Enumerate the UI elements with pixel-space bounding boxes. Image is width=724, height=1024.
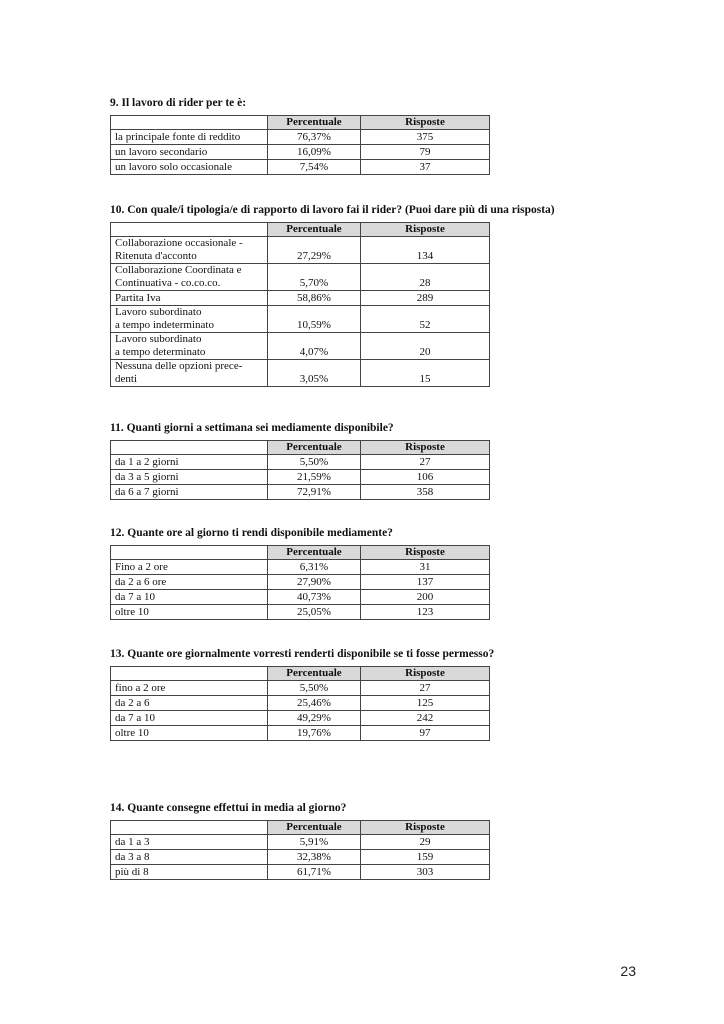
table-row xyxy=(111,711,490,726)
row-percentuale: 58,86% xyxy=(268,291,361,306)
row-label-line: Collaborazione occasionale - xyxy=(115,237,243,249)
row-label: da 2 a 6 ore xyxy=(111,575,268,590)
row-label xyxy=(111,360,268,387)
table-row xyxy=(111,605,490,620)
row-label xyxy=(111,306,268,333)
header-blank xyxy=(111,821,268,835)
question-11-table xyxy=(110,440,490,500)
row-percentuale: 27,29% xyxy=(268,237,361,264)
row-risposte: 137 xyxy=(361,575,490,590)
row-risposte: 303 xyxy=(361,865,490,880)
header-blank xyxy=(111,441,268,455)
table-row xyxy=(111,360,490,387)
row-label-line: a tempo determinato xyxy=(115,346,206,358)
row-risposte: 52 xyxy=(361,306,490,333)
question-13-title: 13. Quante ore giornalmente vorresti renderti disponibile se ti fosse permesso? xyxy=(110,648,495,660)
row-label: da 2 a 6 xyxy=(111,696,268,711)
header-percentuale: Percentuale xyxy=(268,441,361,455)
row-label xyxy=(111,237,268,264)
question-10-title: 10. Con quale/i tipologia/e di rapporto di lavoro fai il rider? (Puoi dare più di una risposta) xyxy=(110,204,555,216)
table-row xyxy=(111,291,490,306)
row-risposte: 79 xyxy=(361,145,490,160)
row-risposte: 242 xyxy=(361,711,490,726)
row-percentuale: 5,50% xyxy=(268,681,361,696)
header-percentuale: Percentuale xyxy=(268,116,361,130)
row-percentuale: 61,71% xyxy=(268,865,361,880)
row-label xyxy=(111,264,268,291)
row-risposte: 31 xyxy=(361,560,490,575)
header-percentuale: Percentuale xyxy=(268,546,361,560)
row-label: più di 8 xyxy=(111,865,268,880)
row-label: da 3 a 8 xyxy=(111,850,268,865)
table-row xyxy=(111,560,490,575)
question-9-table xyxy=(110,115,490,175)
table-row xyxy=(111,264,490,291)
header-risposte: Risposte xyxy=(361,223,490,237)
row-label-line: denti xyxy=(115,373,137,385)
row-label-line: Nessuna delle opzioni prece- xyxy=(115,360,243,372)
question-11-title: 11. Quanti giorni a settimana sei mediamente disponibile? xyxy=(110,422,394,434)
row-risposte: 29 xyxy=(361,835,490,850)
question-9-title: 9. Il lavoro di rider per te è: xyxy=(110,97,247,109)
row-percentuale: 40,73% xyxy=(268,590,361,605)
row-label-line: Partita Iva xyxy=(115,292,161,304)
row-label: un lavoro solo occasionale xyxy=(111,160,268,175)
row-label: un lavoro secondario xyxy=(111,145,268,160)
question-10-section xyxy=(110,203,555,387)
row-risposte: 375 xyxy=(361,130,490,145)
row-label: da 6 a 7 giorni xyxy=(111,485,268,500)
header-risposte: Risposte xyxy=(361,546,490,560)
table-row xyxy=(111,130,490,145)
question-14-table xyxy=(110,820,490,880)
row-percentuale: 5,50% xyxy=(268,455,361,470)
table-row xyxy=(111,865,490,880)
row-risposte: 27 xyxy=(361,455,490,470)
table-row xyxy=(111,485,490,500)
table-row xyxy=(111,696,490,711)
row-label: da 7 a 10 xyxy=(111,590,268,605)
question-13-table xyxy=(110,666,490,741)
row-label-line: a tempo indeterminato xyxy=(115,319,214,331)
row-risposte: 15 xyxy=(361,360,490,387)
row-percentuale: 25,46% xyxy=(268,696,361,711)
row-label: da 1 a 3 xyxy=(111,835,268,850)
row-risposte: 134 xyxy=(361,237,490,264)
row-percentuale: 21,59% xyxy=(268,470,361,485)
row-risposte: 125 xyxy=(361,696,490,711)
row-risposte: 289 xyxy=(361,291,490,306)
question-10-table xyxy=(110,222,490,387)
row-risposte: 28 xyxy=(361,264,490,291)
row-percentuale: 32,38% xyxy=(268,850,361,865)
table-row xyxy=(111,726,490,741)
header-risposte: Risposte xyxy=(361,116,490,130)
row-label-line: Ritenuta d'acconto xyxy=(115,250,197,262)
table-row xyxy=(111,470,490,485)
row-label: oltre 10 xyxy=(111,605,268,620)
table-header-row xyxy=(111,546,490,560)
row-label xyxy=(111,333,268,360)
table-row xyxy=(111,835,490,850)
table-row xyxy=(111,575,490,590)
row-risposte: 123 xyxy=(361,605,490,620)
row-label: da 7 a 10 xyxy=(111,711,268,726)
row-risposte: 37 xyxy=(361,160,490,175)
row-percentuale: 7,54% xyxy=(268,160,361,175)
header-risposte: Risposte xyxy=(361,821,490,835)
table-header-row xyxy=(111,223,490,237)
row-label: la principale fonte di reddito xyxy=(111,130,268,145)
question-14-section xyxy=(110,801,490,880)
header-risposte: Risposte xyxy=(361,667,490,681)
row-label-line: Lavoro subordinato xyxy=(115,333,202,345)
row-label: fino a 2 ore xyxy=(111,681,268,696)
row-label-line: Continuativa - co.co.co. xyxy=(115,277,221,289)
table-header-row xyxy=(111,821,490,835)
header-percentuale: Percentuale xyxy=(268,223,361,237)
row-risposte: 200 xyxy=(361,590,490,605)
row-risposte: 97 xyxy=(361,726,490,741)
table-row xyxy=(111,306,490,333)
table-row xyxy=(111,237,490,264)
row-label: oltre 10 xyxy=(111,726,268,741)
row-label: Fino a 2 ore xyxy=(111,560,268,575)
header-blank xyxy=(111,116,268,130)
question-14-title: 14. Quante consegne effettui in media al giorno? xyxy=(110,802,347,814)
row-percentuale: 5,91% xyxy=(268,835,361,850)
row-percentuale: 5,70% xyxy=(268,264,361,291)
row-percentuale: 19,76% xyxy=(268,726,361,741)
table-row xyxy=(111,160,490,175)
row-percentuale: 25,05% xyxy=(268,605,361,620)
row-label: da 3 a 5 giorni xyxy=(111,470,268,485)
table-row xyxy=(111,333,490,360)
row-percentuale: 10,59% xyxy=(268,306,361,333)
row-label: da 1 a 2 giorni xyxy=(111,455,268,470)
row-percentuale: 76,37% xyxy=(268,130,361,145)
header-percentuale: Percentuale xyxy=(268,821,361,835)
header-blank xyxy=(111,546,268,560)
row-risposte: 27 xyxy=(361,681,490,696)
row-percentuale: 3,05% xyxy=(268,360,361,387)
header-blank xyxy=(111,667,268,681)
header-risposte: Risposte xyxy=(361,441,490,455)
table-row xyxy=(111,590,490,605)
row-percentuale: 27,90% xyxy=(268,575,361,590)
header-percentuale: Percentuale xyxy=(268,667,361,681)
table-row xyxy=(111,850,490,865)
question-13-section xyxy=(110,647,494,741)
header-blank xyxy=(111,223,268,237)
row-risposte: 358 xyxy=(361,485,490,500)
question-12-section xyxy=(110,526,490,620)
row-risposte: 106 xyxy=(361,470,490,485)
table-row xyxy=(111,145,490,160)
row-label xyxy=(111,291,268,306)
row-risposte: 20 xyxy=(361,333,490,360)
question-11-section xyxy=(110,421,490,500)
table-row xyxy=(111,455,490,470)
row-label-line: Collaborazione Coordinata e xyxy=(115,264,242,276)
row-risposte: 159 xyxy=(361,850,490,865)
row-percentuale: 49,29% xyxy=(268,711,361,726)
question-12-table xyxy=(110,545,490,620)
table-header-row xyxy=(111,441,490,455)
row-percentuale: 72,91% xyxy=(268,485,361,500)
page-number: 23 xyxy=(620,963,636,979)
table-header-row xyxy=(111,116,490,130)
row-percentuale: 16,09% xyxy=(268,145,361,160)
table-header-row xyxy=(111,667,490,681)
row-label-line: Lavoro subordinato xyxy=(115,306,202,318)
question-9-section xyxy=(110,96,490,175)
row-percentuale: 6,31% xyxy=(268,560,361,575)
table-row xyxy=(111,681,490,696)
row-percentuale: 4,07% xyxy=(268,333,361,360)
question-12-title: 12. Quante ore al giorno ti rendi disponibile mediamente? xyxy=(110,527,393,539)
